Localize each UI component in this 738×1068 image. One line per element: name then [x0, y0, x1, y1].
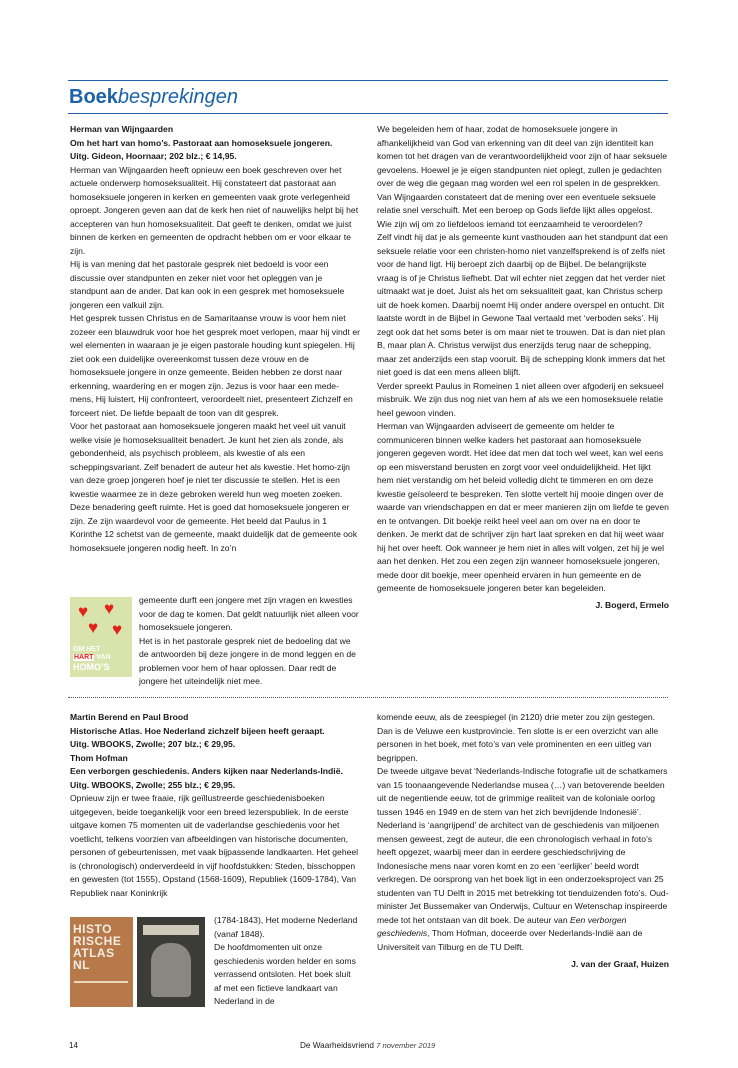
review2-paragraph: De hoofdmomenten uit onze geschiedenis worden helder en soms verrassend ontsloten. Het boek sluit af met een fictieve landkaart van Nederland in de: [214, 942, 356, 1006]
header-top-rule: [68, 80, 668, 81]
review1-paragraph: Deze benadering geeft ruimte. Het is goed dat homoseksuele jongeren er zijn. Ze zijn waardevol voor de gemeente. Het beeld dat Paulus in 1 Korinthe 12 schetst van de gemeente, maakt duidelijk dat de gemeente ook homoseksuele jongeren nodig heeft. In zo’n: [70, 502, 358, 553]
review1-paragraph: Het gesprek tussen Christus en de Samaritaanse vrouw is voor hem niet zozeer een blauwdruk voor hoe het gesprek moet verlopen, maar hij vindt er wel elementen in waaraan je je eigen pastorale houding kunt spiegelen. Hij ziet ook een duidelijke overeenkomst tussen deze vrouw en de homoseksuele jongere in onze gemeente. Beiden hebben ze dorst naar erkenning, waardering en er mogen zijn. Jezus is voor haar een mede-mens, Hij luistert, Hij confronteert, veroordeelt niet, presenteert Zichzelf en forceert niet. De liefde bepaalt de toon van dit gesprek.: [70, 313, 360, 418]
cover-stripe: [74, 981, 128, 983]
review1-paragraph: Voor het pastoraat aan homoseksuele jongeren maakt het veel uit vanuit welke visie je homoseksualiteit benadert. Je kunt het zien als zonde, als gebondenheid, als psychisch probleem, als kwestie of als een scheppingsvariant. Zelf benadert de auteur het als kwestie. Het homo-zijn van deze groep jongeren hoef je niet ter discussie te stellen. Het is een kwestie waarmee ze in deze gebroken wereld hun weg moeten zoeken.: [70, 421, 350, 499]
review1-paragraph: Hij is van mening dat het pastorale gesprek niet bedoeld is voor een discussie over standpunten en zeker niet voor het opleggen van je standpunt aan de ander. Dat kan ook in een gesprek met homoseksuele jongeren een valkuil zijn.: [70, 259, 345, 310]
review1-paragraph: Herman van Wijngaarden adviseert de gemeente om helder te communiceren binnen welke kaders het pastoraat aan homoseksuele jongeren gegeven wordt. Het idee dat men dat toch wel weet, kan wel eens op een misverstand berusten en zorgt voor veel onduidelijkheid. Het lijkt hem niet verstandig om het beleid volledig dicht te timmeren en om deze kwestie geïsoleerd te bespreken. Ten slotte vertelt hij mooie dingen over de waarde van vriendschappen en dat er meer manieren zijn om liefde te geven en te ontvangen. Dit boekje reikt heel veel aan om over na en door te denken. Je merkt dat de schrijver zijn hart laat spreken en dat hij weet waar hij het over heeft. Ook wanneer je hem niet in alles wilt volgen, zet hij je wel aan het denken. Het zou een zegen zijn wanneer homoseksuele jongeren, mede door dit boekje, meer openheid ervaren in hun gemeente en de gemeente de homoseksuele jongeren beter kan begeleiden.: [377, 421, 669, 593]
review2-authors: Martin Berend en Paul Brood: [70, 712, 189, 722]
review1-publisher: Uitg. Gideon, Hoornaar; 202 blz.; € 14,95.: [70, 151, 237, 161]
review1-wrap-column: [139, 594, 361, 689]
review2-book-title-italic: Een verborgen geschiedenis: [377, 914, 627, 938]
review1-book-title: Om het hart van homo’s. Pastoraat aan homoseksuele jongeren.: [70, 137, 333, 148]
review1-right-column: [377, 123, 669, 612]
heart-icon: ♥: [112, 620, 123, 639]
review1-paragraph: gemeente durft een jongere met zijn vragen en kwesties voor de dag te komen. Dat geldt natuurlijk niet alleen voor homoseksuele jongeren.: [139, 595, 359, 632]
review2-text: , Thom Hofman, doceerde over Nederlands-Indië aan de Universiteit van Tilburg en de TU Delft.: [377, 928, 643, 952]
section-title: [69, 84, 238, 110]
footer-publication: [300, 1041, 435, 1050]
review2-paragraph: (1784-1843), Het moderne Nederland (vanaf 1848).: [214, 915, 358, 939]
review1-paragraph: Zelf vindt hij dat je als gemeente kunt vasthouden aan het standpunt dat een seksuele relatie voor een christen-homo niet vanzelfsprekend is of zelfs niet voor de hand ligt. Hij beroept zich daarbij op de Bijbel. De belangrijkste vraag is of je Christus liefhebt. Dat wil echter niet zeggen dat het verder niet uitmaakt wat je doet. Juist als het om seksualiteit gaat, kan Christus scherp uit de hoek komen. Daarbij noemt Hij onder andere overspel en ontucht. Dit laatste wordt in de Bijbel in Gewone Taal vertaald met ‘verboden seks’. Hij zegt ook dat het soms beter is om maar niet te trouwen. Dat is dan niet plan B, maar plan A. Christus verwijst dus enerzijds terug naar de schepping, maar zet anderzijds een stap vooruit. Bij de schepping klonk immers dat het niet goed is dat een mens alleen blijft.: [377, 232, 668, 377]
book-cover-om-het-hart: [70, 597, 132, 677]
cover-line: OM HET: [73, 645, 101, 653]
review1-paragraph: Het is in het pastorale gesprek niet de bedoeling dat we de antwoorden bij deze jongere in de mond leggen en de problemen voor hem of haar oplossen. Daar redt de jongere het uiteindelijk niet mee.: [139, 635, 356, 686]
cover-title-bar: [143, 925, 199, 935]
book-cover-title: [73, 646, 111, 674]
magazine-name: De Waarheidsvriend: [300, 1041, 374, 1050]
header-bottom-rule: [68, 113, 668, 114]
review2-left-column: [70, 711, 360, 900]
section-title-italic: besprekingen: [117, 86, 238, 108]
cover-line: HOMO’S: [73, 661, 110, 672]
review1-author: Herman van Wijngaarden: [70, 124, 174, 134]
heart-icon: ♥: [104, 599, 115, 618]
cover-portrait: [151, 943, 191, 997]
review1-paragraph: Herman van Wijngaarden heeft opnieuw een boek geschreven over het actuele onderwerp homoseksualiteit. Hij constateert dat pastoraat aan homoseksuele jongeren in kerken en gemeenten vaak grote verlegenheid oproept. Jongeren geven aan dat de kerk hen niet of nauwelijks helpt bij het accepteren van hun homoseksualiteit. Dat geeft te denken, omdat we juist binnen de kerken en gemeenten de opdracht hebben om er voor elkaar te zijn.: [70, 164, 359, 256]
section-title-bold: Boek: [69, 86, 118, 108]
review2-right-column: [377, 711, 669, 972]
review2-book-title-2: Een verborgen geschiedenis. Anders kijken naar Nederlands-Indië.: [70, 766, 343, 776]
review2-publisher-2: Uitg. WBOOKS, Zwolle; 255 blz.; € 29,95.: [70, 779, 236, 790]
heart-icon: ♥: [78, 602, 89, 621]
review2-publisher-1: Uitg. WBOOKS, Zwolle; 207 blz.; € 29,95.: [70, 739, 236, 749]
review2-wrap-column: [214, 914, 360, 1009]
review2-paragraph: komende eeuw, als de zeespiegel (in 2120) drie meter zou zijn gestegen. Dan is de Veluwe een kustprovincie. Ten slotte is er een overzicht van alle personen in het boek, met foto’s van vele prominenten en een uitleg van begrippen.: [377, 712, 659, 763]
review2-book-title-1: Historische Atlas. Hoe Nederland zichzelf bijeen heeft geraapt.: [70, 725, 325, 736]
review1-paragraph: We begeleiden hem of haar, zodat de homoseksuele jongere in afhankelijkheid van God van erkenning van dit deel van zijn identiteit kan komen tot het dragen van de verantwoordelijkheid voor zijn of haar seksuele gevoelens. Hoewel je je eigen standpunten niet oplegt, zullen je gedachten over de weg die gegaan mag worden wel een rol spelen in de gesprekken.: [377, 124, 667, 188]
review2-paragraph: [377, 765, 669, 954]
heart-icon: ♥: [88, 618, 99, 637]
page-number: 14: [69, 1041, 79, 1050]
review1-left-column: [70, 123, 360, 555]
review2-author-2: Thom Hofman: [70, 752, 128, 763]
review1-paragraph: Verder spreekt Paulus in Romeinen 1 niet alleen over afgoderij en seksueel misbruik. We zijn dus nog niet van hem af als we een homoseksuele relatie heel gewoon vinden.: [377, 380, 664, 418]
review1-signature: J. Bogerd, Ermelo: [595, 599, 669, 610]
cover-line: HART: [74, 654, 94, 661]
book-cover-verborgen-geschiedenis: [137, 917, 205, 1007]
review2-text: De tweede uitgave bevat ‘Nederlands-Indische fotografie uit de schatkamers van 15 toonaangevende Nederlandse musea (…) van betoverende beelden uit de negentiende eeuw, tot de grimmige realiteit van de koloniale oorlog tussen 1946 en 1949 en de stem van het zich bevrijdende Indonesië’. Nederland is ‘aangrijpend’ de architect van de geschiedenis van miljoenen mensen geweest, zegt de auteur, die een chronologisch verhaal in foto’s heeft opgezet, waarbij meer dan in eerdere geschiedschrijving de Indonesische mens naar voren komt en zo een ‘eerlijker’ beeld wordt verkregen. De oorsprong van het boek ligt in een onderzoeksproject van 25 studenten van TU Delft in 2015 met betrekking tot tienduizenden foto’s. Oud-minister Jet Bussemaker van Onderwijs, Cultuur en Wetenschap inspireerde mede tot het ontstaan van dit boek. De auteur van: [377, 766, 669, 925]
review2-paragraph: Opnieuw zijn er twee fraaie, rijk geïllustreerde geschiedenisboeken uitgegeven, beide toegankelijk voor een breed lezerspubliek. In de eerste uitgave komen 75 momenten uit de vaderlandse geschiedenis voor het voetlicht, telkens voorzien van afbeeldingen van historische documenten, personen of gebeurtenissen, met vaak bijpassende landkaarten. Het geheel is (chronologisch) onderverdeeld in vijf hoofdstukken: Steden, bisschoppen en gewesten (tot 1555), Opstand (1568-1609), Republiek (1609-1784), Van Republiek naar Koninkrijk: [70, 793, 359, 898]
issue-date: 7 november 2019: [376, 1041, 436, 1050]
book-cover-historische-atlas: [70, 917, 133, 1007]
review1-paragraph: Van Wijngaarden constateert dat de mening over een eventuele seksuele relatie snel verschuift. Met een beroep op Gods liefde lijkt alles opgelost. Wie zijn wij om zo liefdeloos iemand tot eenzaamheid te veroordelen?: [377, 191, 656, 229]
cover-line: VAN: [96, 654, 111, 661]
book-cover-title: HISTO RISCHE ATLAS NL: [73, 922, 122, 972]
section-divider: [68, 697, 668, 698]
review2-signature: J. van der Graaf, Huizen: [571, 959, 669, 969]
